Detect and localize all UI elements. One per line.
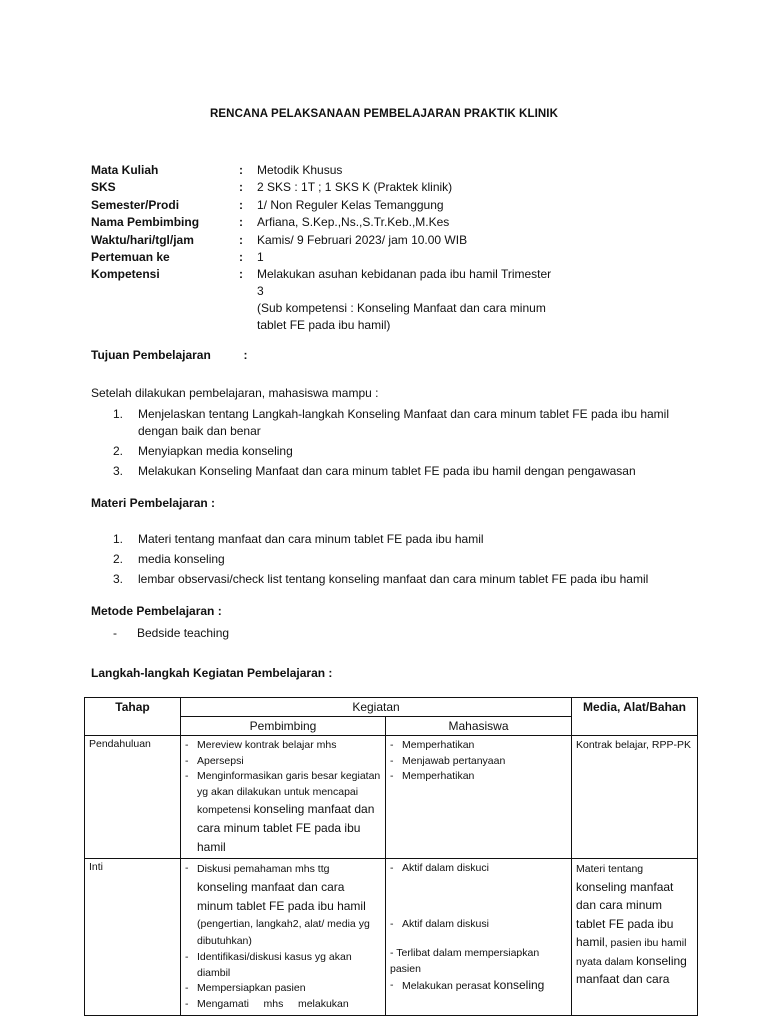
- info-colon: :: [239, 232, 243, 247]
- document-title: RENCANA PELAKSANAAN PEMBELAJARAN PRAKTIK KLINIK: [209, 108, 558, 120]
- list-text: media konseling: [138, 552, 225, 566]
- cell-tahap: Inti: [85, 859, 181, 1015]
- list-item: - Mengamati mhs melakukan: [185, 997, 349, 1010]
- list-item: - Mempersiapkan pasien: [185, 982, 306, 995]
- list-item: - Menjawab pertanyaan: [390, 754, 506, 767]
- cell-mahasiswa: [386, 736, 572, 859]
- header-mahasiswa: Mahasiswa: [386, 717, 572, 736]
- list-item: - Melakukan perasat konseling: [390, 977, 545, 992]
- tujuan-heading: [91, 348, 248, 362]
- list-item: [113, 463, 713, 480]
- cell-pembimbing: [181, 859, 386, 1015]
- metode-heading: Metode Pembelajaran :: [91, 604, 222, 618]
- info-colon: :: [239, 215, 243, 230]
- info-block: [91, 162, 611, 334]
- list-item: - Memperhatikan: [390, 739, 475, 751]
- setelah-text: Setelah dilakukan pembelajaran, mahasiswa mampu :: [91, 386, 379, 400]
- list-item: [113, 551, 713, 568]
- header-media: Media, Alat/Bahan: [572, 698, 698, 736]
- info-label: Semester/Prodi: [91, 197, 180, 212]
- list-text: Menyiapkan media konseling: [138, 444, 293, 458]
- info-value: Metodik Khusus: [257, 163, 343, 177]
- info-row-semester: [91, 197, 611, 214]
- info-row-pertemuan: [91, 249, 611, 266]
- info-value: 1/ Non Reguler Kelas Temanggung: [257, 197, 444, 212]
- kompetensi-line: 3: [257, 284, 264, 299]
- list-item: - Mereview kontrak belajar mhs: [185, 739, 337, 751]
- tujuan-label: Tujuan Pembelajaran: [91, 348, 211, 362]
- cell-media: Kontrak belajar, RPP-PK: [572, 736, 698, 859]
- list-item: [113, 406, 713, 440]
- list-text: lembar observasi/check list tentang konseling manfaat dan cara minum tablet FE pada ibu hamil: [138, 572, 649, 586]
- list-text: Materi tentang manfaat dan cara minum tablet FE pada ibu hamil: [138, 532, 484, 546]
- info-label: SKS: [91, 180, 116, 195]
- cell-tahap: Pendahuluan: [85, 736, 181, 859]
- header-tahap: Tahap: [85, 698, 181, 736]
- list-item: - Aktif dalam diskuci: [390, 862, 489, 875]
- metode-item: [113, 626, 229, 640]
- list-number: 2.: [113, 552, 124, 566]
- list-item: - Identifikasi/diskusi kasus yg akan diambil: [185, 951, 352, 979]
- info-label: Pertemuan ke: [91, 250, 170, 265]
- kompetensi-line: (Sub kompetensi : Konseling Manfaat dan cara minum: [257, 301, 546, 316]
- list-item: - Menginformasikan garis besar kegiatan yg akan dilakukan untuk mencapai kompetensi konseling manfaat dan cara minum tablet FE pada ibu hamil: [185, 770, 381, 854]
- info-label: Waktu/hari/tgl/jam: [91, 232, 194, 247]
- tujuan-colon: :: [243, 348, 248, 362]
- list-number: 3.: [113, 464, 124, 478]
- cell-mahasiswa: [386, 859, 572, 1015]
- info-colon: :: [239, 163, 243, 177]
- info-value: Kamis/ 9 Februari 2023/ jam 10.00 WIB: [257, 232, 468, 247]
- list-number: 1.: [113, 532, 124, 546]
- cell-pembimbing: [181, 736, 386, 859]
- list-item: - Terlibat dalam mempersiapkan pasien: [390, 947, 540, 975]
- list-item: [113, 571, 713, 588]
- list-item: - Memperhatikan: [390, 770, 475, 783]
- info-row-mata-kuliah: [91, 162, 611, 179]
- header-pembimbing: Pembimbing: [181, 717, 386, 736]
- list-text: dengan baik dan benar: [138, 424, 261, 438]
- kegiatan-table: [84, 697, 698, 1016]
- list-item: [113, 531, 713, 548]
- info-colon: :: [239, 180, 243, 195]
- list-number: 2.: [113, 444, 124, 458]
- materi-list: [113, 531, 713, 591]
- header-kegiatan: Kegiatan: [181, 698, 572, 717]
- info-row-kompetensi: [91, 266, 611, 334]
- list-text: Menjelaskan tentang Langkah-langkah Konseling Manfaat dan cara minum tablet FE pada ibu hamil: [138, 407, 669, 421]
- list-item: - Diskusi pemahaman mhs ttg konseling manfaat dan cara minum tablet FE pada ibu hamil (pengertian, langkah2, alat/ media yg dibutuhkan): [185, 862, 370, 948]
- kompetensi-line: tablet FE pada ibu hamil): [257, 318, 391, 333]
- tujuan-list: [113, 406, 713, 483]
- list-item: - Apersepsi: [185, 754, 244, 767]
- info-colon: :: [239, 267, 243, 282]
- info-row-waktu: [91, 232, 611, 249]
- info-label: Mata Kuliah: [91, 163, 159, 177]
- info-value: 2 SKS : 1T ; 1 SKS K (Praktek klinik): [257, 180, 453, 195]
- info-colon: :: [239, 250, 243, 265]
- dash: -: [113, 626, 117, 640]
- table-header-row: [85, 698, 698, 717]
- cell-media: Materi tentang konseling manfaat dan cara minum tablet FE pada ibu hamil, pasien ibu hamil nyata dalam konseling manfaat dan cara: [572, 859, 698, 1015]
- metode-text: Bedside teaching: [137, 626, 230, 640]
- info-row-sks: [91, 179, 611, 196]
- table-row: [85, 736, 698, 859]
- info-value: Arfiana, S.Kep.,Ns.,S.Tr.Keb.,M.Kes: [257, 215, 450, 230]
- list-item: - Aktif dalam diskusi: [390, 917, 489, 930]
- info-value: [257, 266, 597, 334]
- list-item: [113, 443, 713, 460]
- materi-heading: Materi Pembelajaran :: [91, 496, 216, 510]
- info-label: Kompetensi: [91, 267, 160, 282]
- list-number: 1.: [113, 407, 124, 421]
- info-colon: :: [239, 197, 243, 212]
- info-label: Nama Pembimbing: [91, 215, 200, 230]
- info-value: 1: [257, 250, 264, 265]
- list-text: Melakukan Konseling Manfaat dan cara minum tablet FE pada ibu hamil dengan pengawasan: [138, 464, 636, 478]
- list-number: 3.: [113, 572, 124, 586]
- langkah-heading: Langkah-langkah Kegiatan Pembelajaran :: [91, 666, 333, 680]
- table-row: [85, 859, 698, 1015]
- info-row-pembimbing: [91, 214, 611, 231]
- kompetensi-line: Melakukan asuhan kebidanan pada ibu hamil Trimester: [257, 267, 552, 282]
